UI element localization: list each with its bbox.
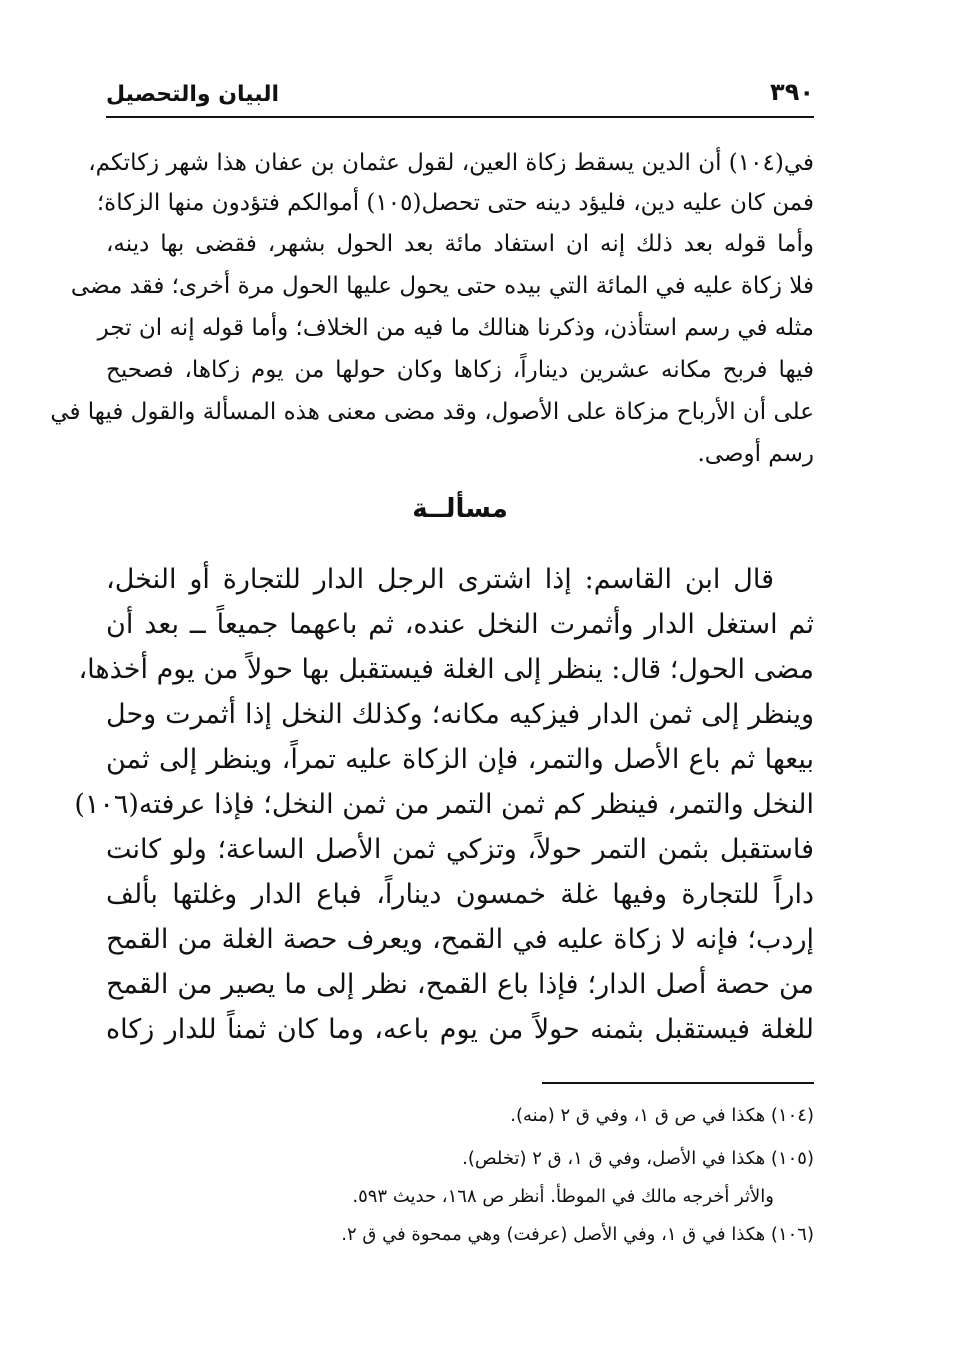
text-line: النخل والتمر، فينظر كم ثمن التمر من ثمن النخل؛ فإذا عرفته(١٠٦) — [74, 789, 814, 820]
footnote-divider — [542, 1082, 814, 1084]
text-line: في(١٠٤) أن الدين يسقط زكاة العين، لقول عثمان بن عفان هذا شهر زكاتكم، — [88, 150, 814, 176]
footnote-105-continued: والأثر أخرجه مالك في الموطأ. أنظر ص ١٦٨، حديث ٥٩٣. — [352, 1186, 774, 1207]
text-line: قال ابن القاسم: إذا اشترى الرجل الدار للتجارة أو النخل، — [106, 564, 774, 595]
text-line: رسم أوصى. — [697, 441, 814, 467]
running-title: البيان والتحصيل — [106, 82, 280, 107]
text-line: ثم استغل الدار وأثمرت النخل عنده، ثم باعهما جميعاً ــ بعد أن — [106, 609, 814, 640]
text-line: فلا زكاة عليه في المائة التي بيده حتى يحول عليها الحول مرة أخرى؛ فقد مضى — [70, 273, 814, 299]
text-line: فاستقبل بثمن التمر حولاً، وتزكي ثمن الأصل الساعة؛ ولو كانت — [106, 834, 814, 865]
text-line: فيها فربح مكانه عشرين ديناراً، زكاها وكان حولها من يوم زكاها، فصحيح — [106, 357, 814, 383]
text-line: فمن كان عليه دين، فليؤد دينه حتى تحصل(١٠٥) أموالكم فتؤدون منها الزكاة؛ — [96, 190, 814, 216]
text-line: وينظر إلى ثمن الدار فيزكيه مكانه؛ وكذلك النخل إذا أثمرت وحل — [106, 699, 814, 730]
text-line: للغلة فيستقبل بثمنه حولاً من يوم باعه، وما كان ثمناً للدار زكاه — [106, 1014, 814, 1045]
footnote-105: (١٠٥) هكذا في الأصل، وفي ق ١، ق ٢ (تخلص). — [462, 1148, 814, 1169]
text-line: مضى الحول؛ قال: ينظر إلى الغلة فيستقبل بها حولاً من يوم أخذها، — [78, 654, 814, 685]
text-line: على أن الأرباح مزكاة على الأصول، وقد مضى معنى هذه المسألة والقول فيها في — [50, 399, 814, 425]
text-line: داراً للتجارة وفيها غلة خمسون ديناراً، فباع الدار وغلتها بألف — [106, 879, 814, 910]
text-line: بيعها ثم باع الأصل والتمر، فإن الزكاة عليه تمراً، وينظر إلى ثمن — [106, 744, 814, 775]
footnote-106: (١٠٦) هكذا في ق ١، وفي الأصل (عرفت) وهي ممحوة في ق ٢. — [341, 1224, 814, 1245]
footnote-104: (١٠٤) هكذا في ص ق ١، وفي ق ٢ (منه). — [510, 1105, 814, 1126]
section-heading: مسألــة — [412, 494, 508, 524]
page-number: ٣٩٠ — [770, 78, 814, 106]
text-line: من حصة أصل الدار؛ فإذا باع القمح، نظر إلى ما يصير من القمح — [106, 969, 814, 1000]
text-line: وأما قوله بعد ذلك إنه ان استفاد مائة بعد الحول بشهر، فقضى بها دينه، — [106, 231, 814, 257]
page-header — [106, 70, 814, 118]
text-line: إردب؛ فإنه لا زكاة عليه في القمح، ويعرف حصة الغلة من القمح — [106, 924, 814, 955]
text-line: مثله في رسم استأذن، وذكرنا هنالك ما فيه من الخلاف؛ وأما قوله إنه ان تجر — [97, 315, 814, 341]
